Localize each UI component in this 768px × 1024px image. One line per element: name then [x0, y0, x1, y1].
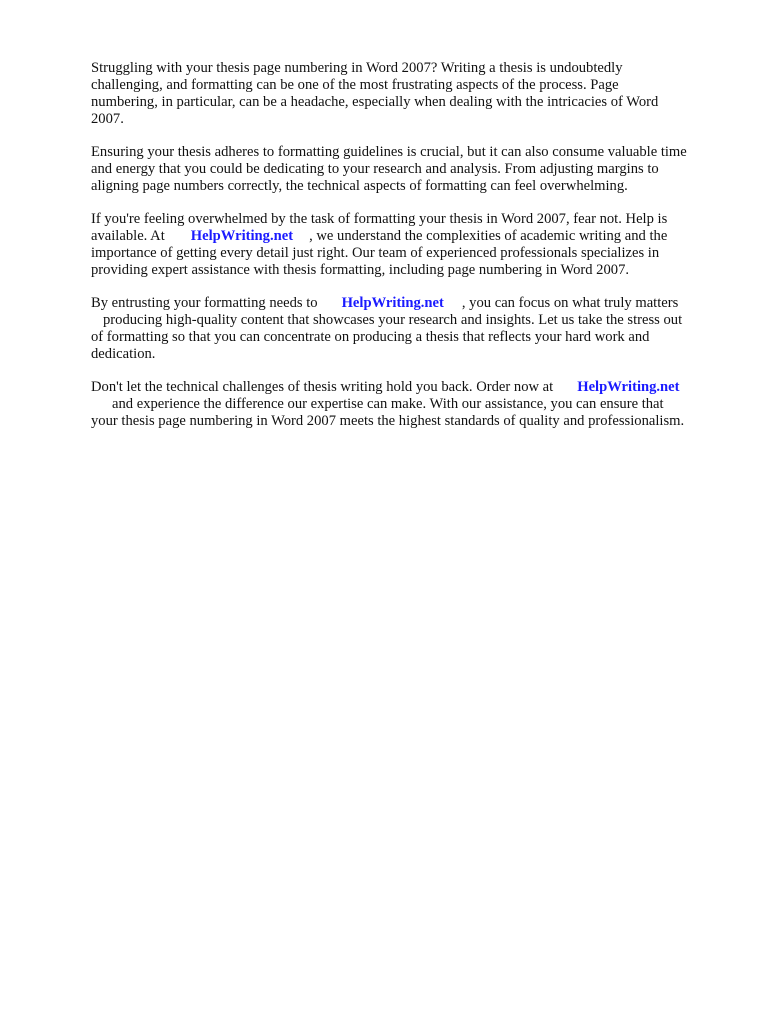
helpwriting-link[interactable]: HelpWriting.net: [190, 228, 294, 244]
text-line: aligning page numbers correctly, the technical aspects of formatting can feel overwhelming.: [91, 178, 628, 194]
text-line: of formatting so that you can concentrate on producing a thesis that reflects your hard work and: [91, 329, 650, 345]
text-line: providing expert assistance with thesis formatting, including page numbering in Word 2007.: [91, 262, 630, 278]
text-line: producing high-quality content that showcases your research and insights. Let us take the stress out: [103, 312, 683, 328]
text-line-with-link: [91, 295, 731, 312]
text-line: numbering, in particular, can be a headache, especially when dealing with the intricacies of Word: [91, 94, 659, 110]
text-line: dedication.: [91, 346, 156, 362]
helpwriting-link[interactable]: HelpWriting.net: [341, 295, 444, 311]
text-line: your thesis page numbering in Word 2007 meets the highest standards of quality and professionalism.: [91, 413, 685, 429]
text-fragment: , we understand the complexities of academic writing and the: [309, 228, 668, 244]
text-fragment: , you can focus on what truly matters: [461, 295, 679, 311]
paragraph-intro: [91, 60, 731, 128]
text-line: Struggling with your thesis page numbering in Word 2007? Writing a thesis is undoubtedly: [91, 60, 623, 76]
text-line: challenging, and formatting can be one of the most frustrating aspects of the process. Page: [91, 77, 619, 93]
text-line: and experience the difference our expertise can make. With our assistance, you can ensure that: [112, 396, 664, 412]
text-line-with-link: [91, 379, 731, 396]
text-line: and energy that you could be dedicating to your research and analysis. From adjusting margins to: [91, 161, 659, 177]
paragraph-order: [91, 379, 731, 430]
text-fragment: Don't let the technical challenges of thesis writing hold you back. Order now at: [91, 379, 554, 395]
text-line-with-link: [91, 228, 731, 245]
paragraph-guidelines: [91, 144, 731, 195]
text-fragment: available. At: [91, 228, 165, 244]
text-line: importance of getting every detail just right. Our team of experienced professionals specializes in: [91, 245, 660, 261]
paragraph-help: [91, 211, 731, 279]
helpwriting-link[interactable]: HelpWriting.net: [577, 379, 680, 395]
text-line: 2007.: [91, 111, 124, 127]
text-fragment: By entrusting your formatting needs to: [91, 295, 318, 311]
document-page: [91, 60, 731, 446]
text-line: If you're feeling overwhelmed by the task of formatting your thesis in Word 2007, fear not. Help is: [91, 211, 668, 227]
text-line: Ensuring your thesis adheres to formatting guidelines is crucial, but it can also consume valuable time: [91, 144, 687, 160]
paragraph-entrusting: [91, 295, 731, 363]
